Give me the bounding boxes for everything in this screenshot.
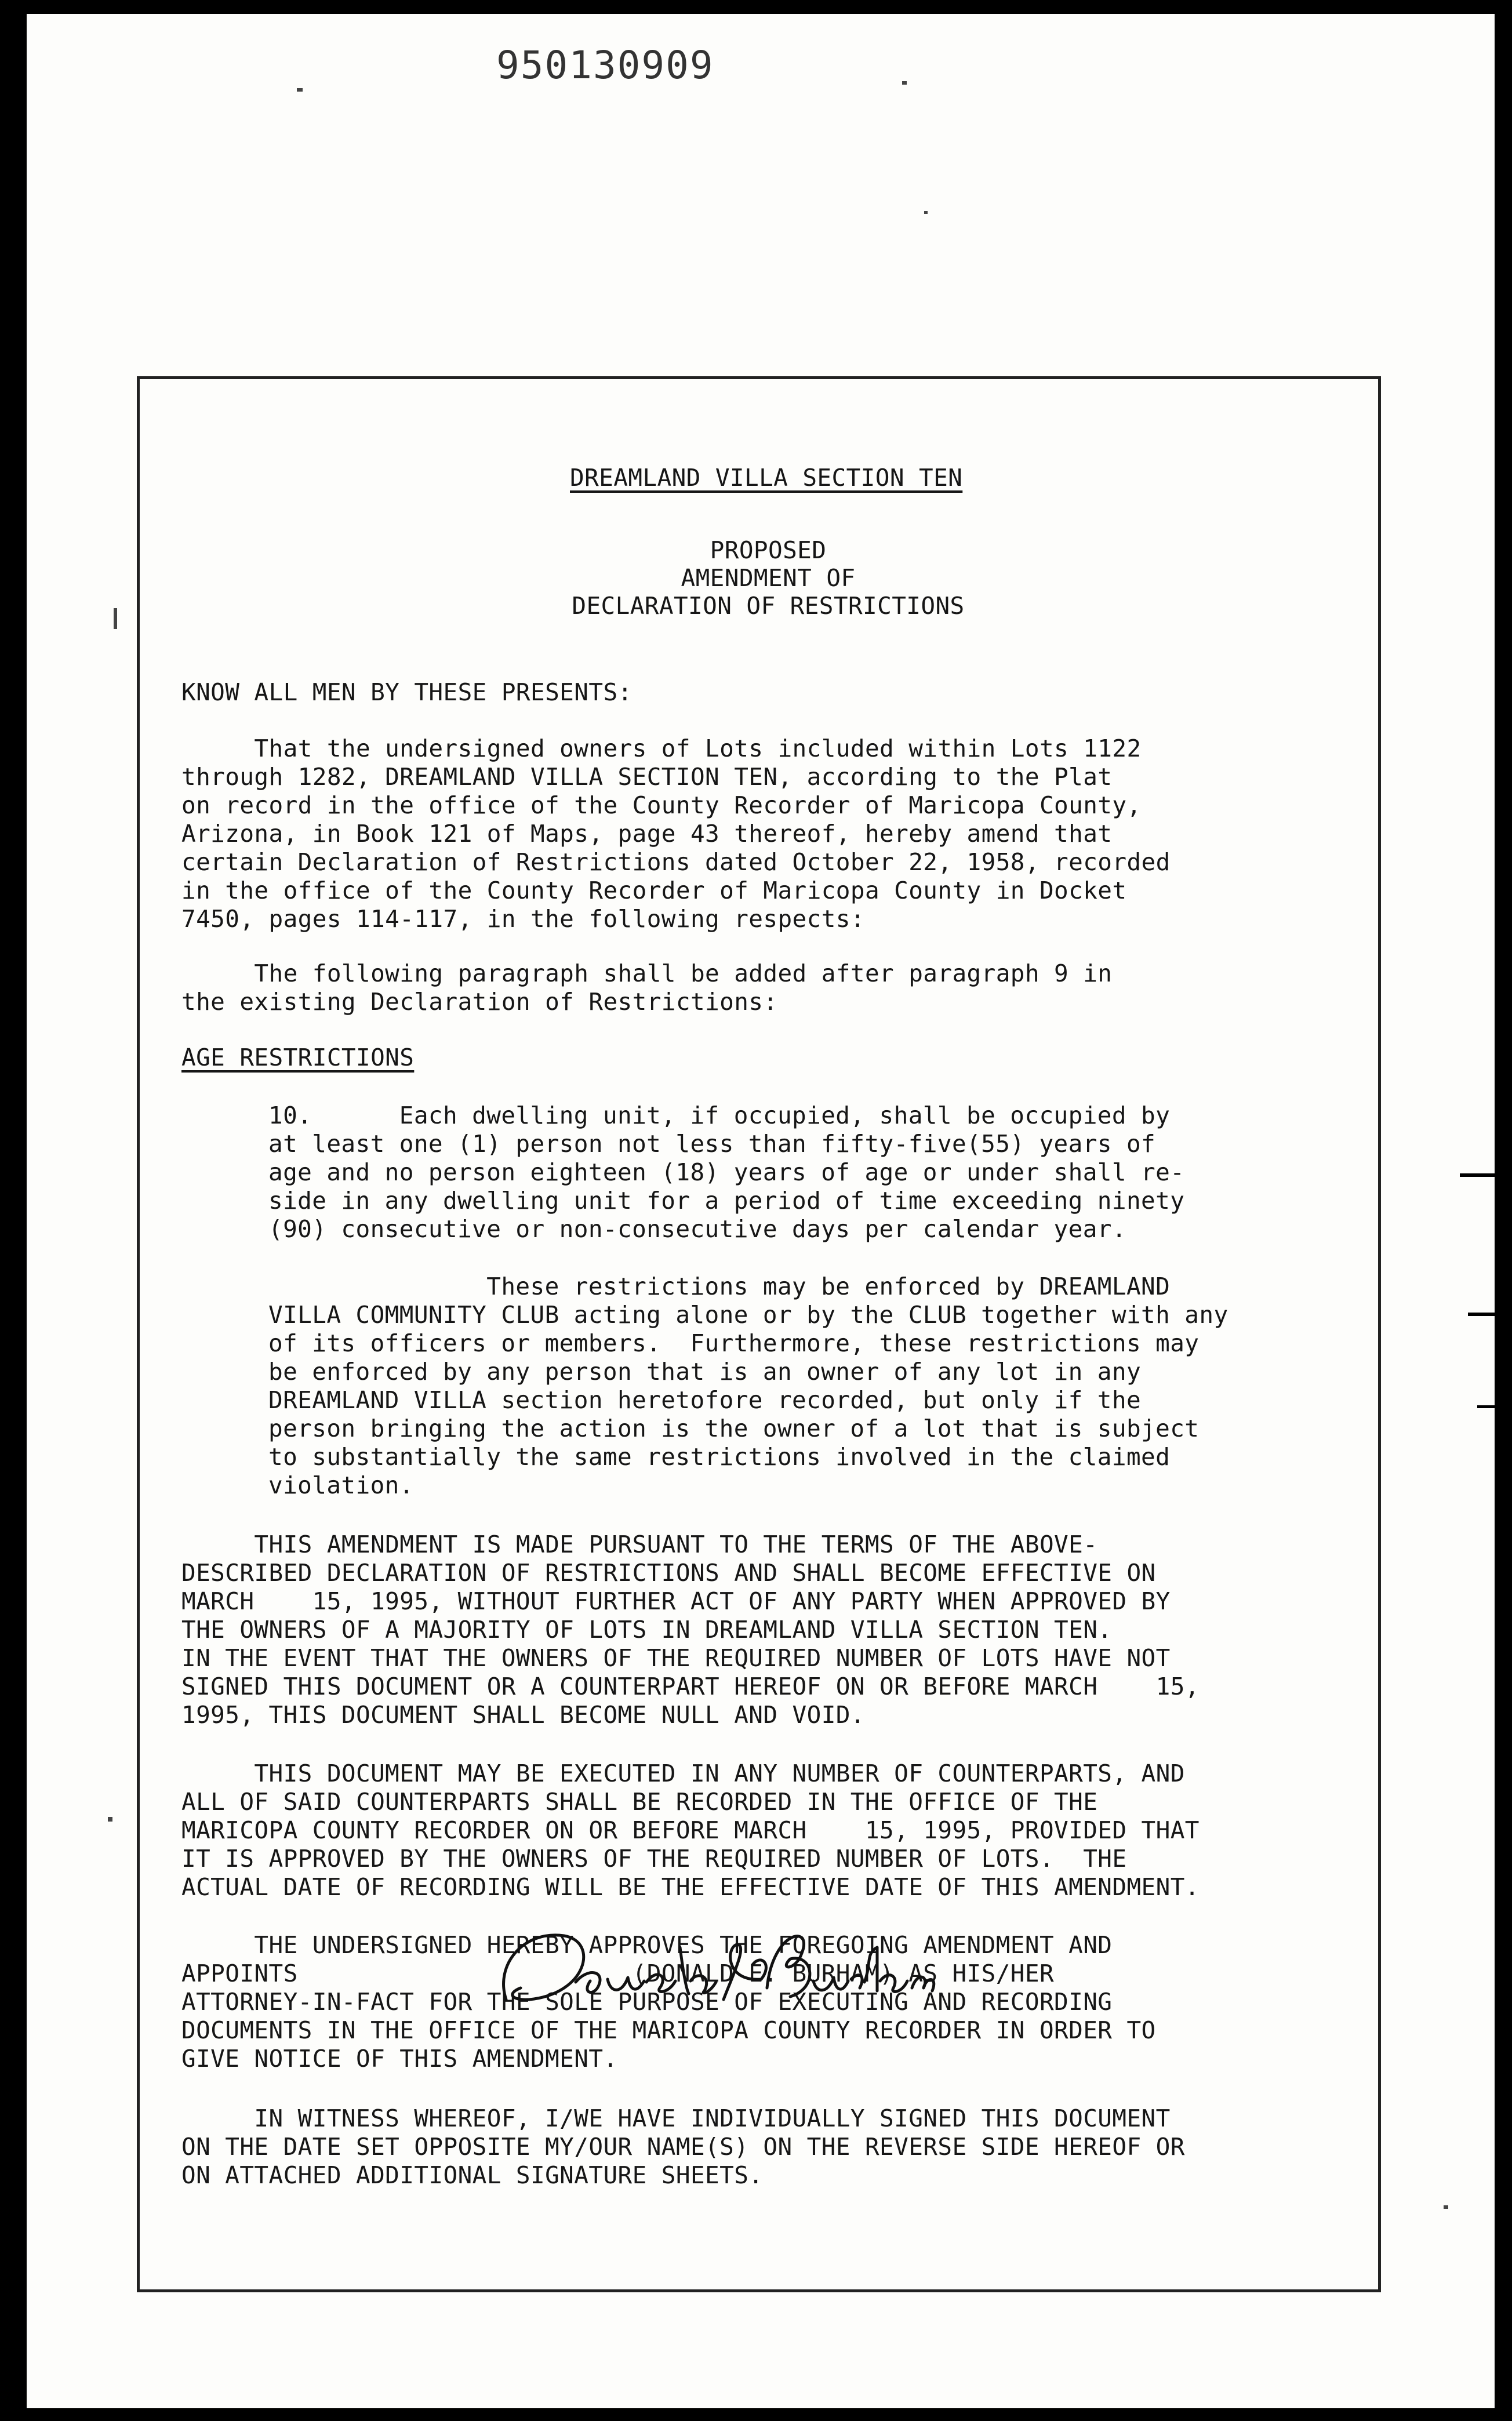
- document-page: [27, 14, 1495, 2408]
- scan-speck: [297, 88, 303, 92]
- scan-speck: [114, 608, 117, 629]
- counterparts-line: ALL OF SAID COUNTERPARTS SHALL BE RECORDED IN THE OFFICE OF THE: [181, 1788, 1098, 1816]
- intro-line: on record in the office of the County Recorder of Maricopa County,: [181, 791, 1142, 819]
- attorney-line: APPOINTS (DONALD E. BURHAM) AS HIS/HER: [181, 1960, 1055, 1987]
- attorney-line: DOCUMENTS IN THE OFFICE OF THE MARICOPA COUNTY RECORDER IN ORDER TO: [181, 2016, 1156, 2044]
- paragraph-10-line: (90) consecutive or non-consecutive days per calendar year.: [268, 1215, 1126, 1243]
- paragraph-10-line: age and no person eighteen (18) years of age or under shall re-: [268, 1158, 1185, 1186]
- counterparts-line: THIS DOCUMENT MAY BE EXECUTED IN ANY NUMBER OF COUNTERPARTS, AND: [181, 1760, 1185, 1787]
- document-frame: [137, 376, 1381, 2292]
- salutation: KNOW ALL MEN BY THESE PRESENTS:: [181, 678, 633, 706]
- amendment-line: SIGNED THIS DOCUMENT OR A COUNTERPART HEREOF ON OR BEFORE MARCH 15,: [181, 1673, 1200, 1700]
- intro-line: Arizona, in Book 121 of Maps, page 43 thereof, hereby amend that: [181, 820, 1113, 848]
- intro-line: certain Declaration of Restrictions dated October 22, 1958, recorded: [181, 848, 1171, 876]
- document-title: DREAMLAND VILLA SECTION TEN: [570, 464, 963, 492]
- scan-edge-mark: [1477, 1405, 1495, 1408]
- heading-line-2: AMENDMENT OF: [681, 564, 856, 592]
- document-number: 950130909: [496, 43, 714, 88]
- paragraph-10-line: at least one (1) person not less than fifty-five(55) years of: [268, 1130, 1156, 1158]
- scan-speck: [1444, 2205, 1448, 2209]
- amendment-line: THE OWNERS OF A MAJORITY OF LOTS IN DREAMLAND VILLA SECTION TEN.: [181, 1616, 1113, 1644]
- counterparts-line: ACTUAL DATE OF RECORDING WILL BE THE EFFECTIVE DATE OF THIS AMENDMENT.: [181, 1873, 1200, 1901]
- enforcement-line: be enforced by any person that is an owner of any lot in any: [268, 1358, 1142, 1386]
- enforcement-line: of its officers or members. Furthermore, these restrictions may: [268, 1329, 1200, 1357]
- enforcement-line: to substantially the same restrictions involved in the claimed: [268, 1443, 1171, 1471]
- scan-edge-mark: [1468, 1313, 1495, 1316]
- witness-line: ON ATTACHED ADDITIONAL SIGNATURE SHEETS.: [181, 2161, 764, 2189]
- enforcement-line: VILLA COMMUNITY CLUB acting alone or by the CLUB together with any: [268, 1301, 1228, 1329]
- witness-line: ON THE DATE SET OPPOSITE MY/OUR NAME(S) ON THE REVERSE SIDE HEREOF OR: [181, 2133, 1185, 2161]
- enforcement-line: person bringing the action is the owner of a lot that is subject: [268, 1415, 1200, 1442]
- added-line: The following paragraph shall be added after paragraph 9 in: [181, 959, 1113, 987]
- amendment-line: 1995, THIS DOCUMENT SHALL BECOME NULL AND VOID.: [181, 1701, 865, 1729]
- attorney-line: GIVE NOTICE OF THIS AMENDMENT.: [181, 2045, 618, 2073]
- section-heading: AGE RESTRICTIONS: [181, 1044, 415, 1071]
- intro-line: through 1282, DREAMLAND VILLA SECTION TEN, according to the Plat: [181, 763, 1113, 791]
- amendment-line: DESCRIBED DECLARATION OF RESTRICTIONS AND SHALL BECOME EFFECTIVE ON: [181, 1559, 1156, 1587]
- enforcement-line: DREAMLAND VILLA section heretofore recorded, but only if the: [268, 1386, 1142, 1414]
- scan-speck: [902, 81, 907, 85]
- heading-line-3: DECLARATION OF RESTRICTIONS: [572, 592, 965, 620]
- enforcement-line: violation.: [268, 1471, 414, 1499]
- scan-edge-mark: [1460, 1173, 1495, 1177]
- amendment-line: IN THE EVENT THAT THE OWNERS OF THE REQUIRED NUMBER OF LOTS HAVE NOT: [181, 1644, 1171, 1672]
- intro-line: That the undersigned owners of Lots included within Lots 1122: [181, 735, 1142, 762]
- witness-line: IN WITNESS WHEREOF, I/WE HAVE INDIVIDUALLY SIGNED THIS DOCUMENT: [181, 2104, 1171, 2132]
- counterparts-line: MARICOPA COUNTY RECORDER ON OR BEFORE MARCH 15, 1995, PROVIDED THAT: [181, 1816, 1200, 1844]
- amendment-line: MARCH 15, 1995, WITHOUT FURTHER ACT OF ANY PARTY WHEN APPROVED BY: [181, 1587, 1171, 1615]
- scan-speck: [108, 1817, 112, 1822]
- handwritten-signature: [489, 1913, 947, 2017]
- counterparts-line: IT IS APPROVED BY THE OWNERS OF THE REQUIRED NUMBER OF LOTS. THE: [181, 1845, 1127, 1873]
- attorney-line: THE UNDERSIGNED HEREBY APPROVES THE FOREGOING AMENDMENT AND: [181, 1931, 1113, 1959]
- heading-line-1: PROPOSED: [710, 536, 827, 564]
- paragraph-10-line: 10. Each dwelling unit, if occupied, shall be occupied by: [268, 1102, 1171, 1129]
- intro-line: 7450, pages 114-117, in the following respects:: [181, 905, 865, 933]
- added-line: the existing Declaration of Restrictions:: [181, 988, 778, 1016]
- paragraph-10-line: side in any dwelling unit for a period of time exceeding ninety: [268, 1187, 1185, 1215]
- enforcement-line: These restrictions may be enforced by DREAMLAND: [268, 1273, 1171, 1300]
- document-body: [181, 379, 1355, 2289]
- scan-speck: [924, 211, 928, 214]
- intro-line: in the office of the County Recorder of Maricopa County in Docket: [181, 877, 1127, 904]
- attorney-line: ATTORNEY-IN-FACT FOR THE SOLE PURPOSE OF EXECUTING AND RECORDING: [181, 1988, 1113, 2016]
- amendment-line: THIS AMENDMENT IS MADE PURSUANT TO THE TERMS OF THE ABOVE-: [181, 1531, 1098, 1558]
